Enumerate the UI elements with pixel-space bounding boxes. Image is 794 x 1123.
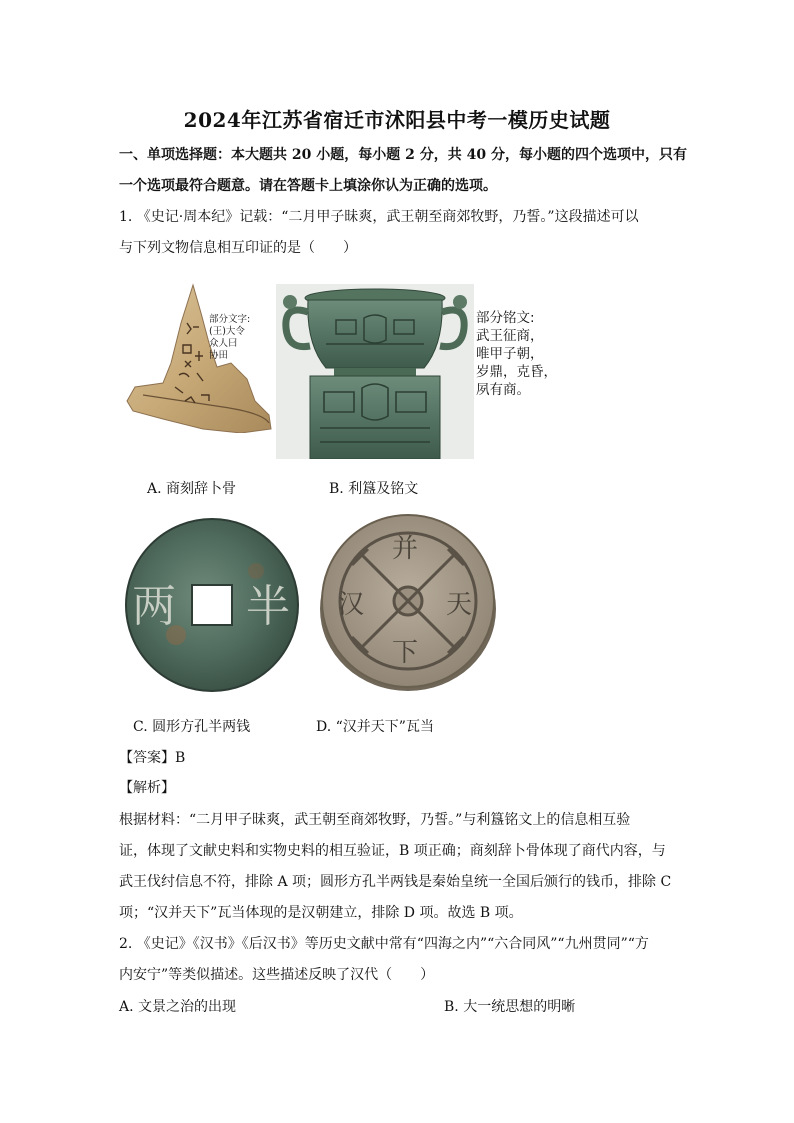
q1-option-b[interactable]: B. 利簋及铭文	[329, 481, 419, 497]
q1-option-c[interactable]: C. 圆形方孔半两钱	[133, 719, 251, 735]
q1-stem-line1: 1. 《史记·周本纪》记载：“二月甲子昧爽，武王朝至商郊牧野，乃誓。”这段描述可以	[119, 209, 639, 225]
coin-char-left: 两	[132, 581, 176, 632]
q2-option-a[interactable]: A. 文景之治的出现	[119, 999, 237, 1015]
tile-char-bottom: 下	[392, 638, 419, 668]
q1-analysis-line: 项；“汉并天下”瓦当体现的是汉朝建立，排除 D 项。故选 B 项。	[119, 905, 523, 921]
q1-analysis-line: 武王伐纣信息不符，排除 A 项；圆形方孔半两钱是秦始皇统一全国后颁行的钱币，排除 C	[119, 874, 672, 890]
q2-option-b[interactable]: B. 大一统思想的明晰	[444, 999, 576, 1015]
tile-char-right: 天	[446, 590, 473, 620]
page-title: 2024年江苏省宿迁市沭阳县中考一模历史试题	[183, 108, 611, 132]
oracle-bone-note: 部分文字: (王)大令 众人曰 协田	[209, 314, 251, 361]
section-instructions-line1: 一、单项选择题：本大题共 20 小题，每小题 2 分，共 40 分，每小题的四个选项中，只有	[119, 147, 687, 163]
q1-analysis-label: 【解析】	[119, 780, 175, 796]
oracle-bone-image	[123, 283, 273, 433]
q1-option-a[interactable]: A. 商刻辞卜骨	[147, 481, 237, 497]
q1-option-d[interactable]: D. “汉并天下”瓦当	[316, 719, 434, 735]
q2-stem-line2: 内安宁”等类似描述。这些描述反映了汉代（ ）	[119, 967, 435, 983]
tile-char-top: 并	[392, 534, 419, 564]
section-instructions-line2: 一个选项最符合题意。请在答题卡上填涂你认为正确的选项。	[119, 178, 497, 194]
q1-answer: 【答案】B	[119, 750, 186, 766]
coin-char-right: 半	[246, 581, 290, 632]
q2-stem-line1: 2. 《史记》《汉书》《后汉书》等历史文献中常有“四海之内”“六合同风”“九州贯同”“方	[119, 936, 649, 952]
li-gui-image	[276, 284, 474, 459]
q1-analysis-line: 根据材料：“二月甲子昧爽，武王朝至商郊牧野，乃誓。”与利簋铭文上的信息相互验	[119, 812, 631, 828]
q1-stem-line2: 与下列文物信息相互印证的是（ ）	[119, 240, 357, 256]
q1-analysis-line: 证，体现了文献史料和实物史料的相互验证，B 项正确；商刻辞卜骨体现了商代内容，与	[119, 843, 666, 859]
li-gui-inscription-note: 部分铭文: 武王征商， 唯甲子朝， 岁鼎，克昏， 夙有商。	[476, 310, 557, 398]
tile-char-left: 汉	[338, 590, 365, 620]
